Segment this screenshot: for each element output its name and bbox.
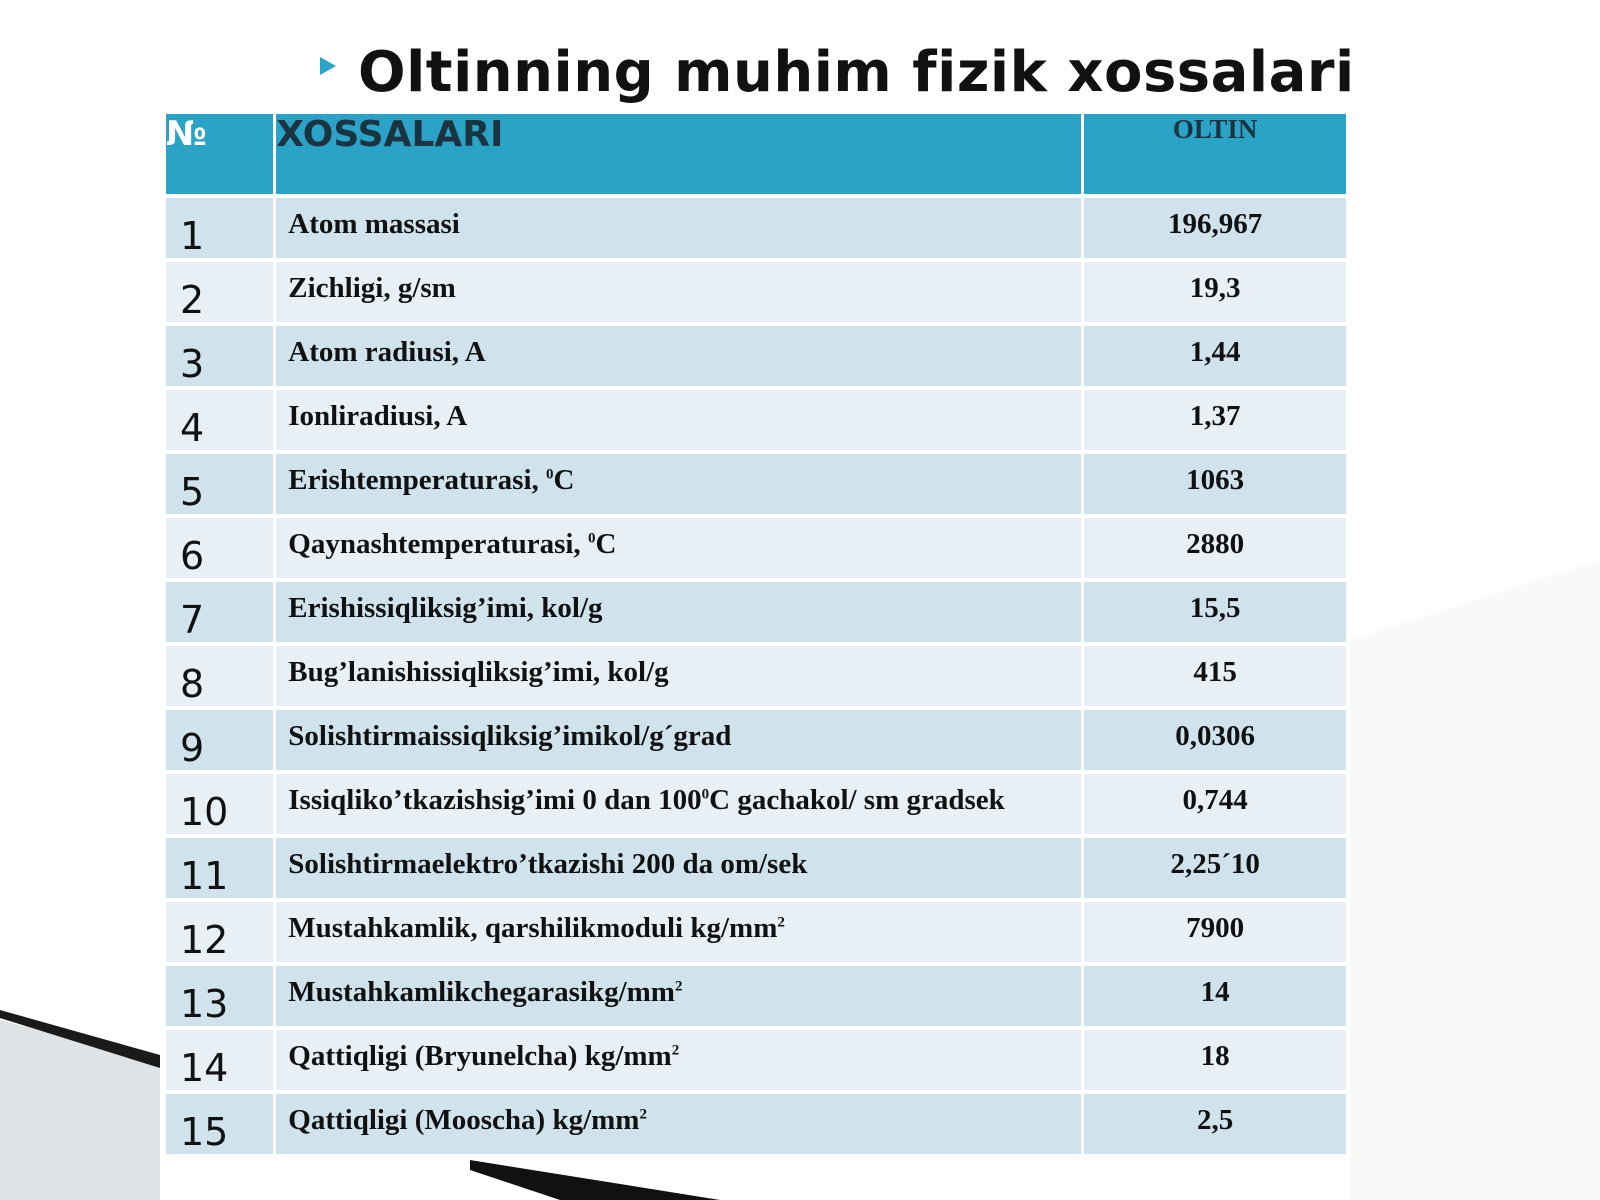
row-number: 5: [165, 452, 275, 516]
row-property: [275, 900, 1083, 964]
row-value: 0,744: [1083, 772, 1348, 836]
property-text: Atom massasi: [288, 208, 460, 240]
row-value: 196,967: [1083, 196, 1348, 260]
property-text: Solishtirmaelektro’tkazishi 200 da om/sek: [288, 848, 808, 880]
row-property: [275, 388, 1083, 452]
row-number: 12: [165, 900, 275, 964]
table-row: [165, 388, 1348, 452]
row-value: 1,37: [1083, 388, 1348, 452]
bullet-arrow-icon: [320, 57, 336, 75]
row-property: [275, 580, 1083, 644]
row-property: [275, 1028, 1083, 1092]
property-superscript: 2: [671, 1042, 680, 1059]
row-number: 8: [165, 644, 275, 708]
row-value: 18: [1083, 1028, 1348, 1092]
row-property: [275, 260, 1083, 324]
property-text: Qattiqligi (Mooscha) kg/mm: [288, 1104, 640, 1136]
title-text: Oltinning muhim fizik xossalari: [358, 39, 1355, 105]
row-number: 13: [165, 964, 275, 1028]
row-property: [275, 324, 1083, 388]
row-number: 11: [165, 836, 275, 900]
row-value: 14: [1083, 964, 1348, 1028]
row-value: 7900: [1083, 900, 1348, 964]
table-row: [165, 836, 1348, 900]
row-property: [275, 196, 1083, 260]
row-number: 6: [165, 516, 275, 580]
table-row: [165, 196, 1348, 260]
table-row: [165, 516, 1348, 580]
table-header-row: [165, 114, 1348, 196]
property-superscript: 2: [777, 914, 785, 931]
row-number: 9: [165, 708, 275, 772]
row-number: 4: [165, 388, 275, 452]
row-value: 15,5: [1083, 580, 1348, 644]
row-number: 3: [165, 324, 275, 388]
property-text: Ionliradiusi, A: [288, 400, 468, 432]
row-property: [275, 644, 1083, 708]
header-property: XOSSALARI: [275, 114, 1083, 196]
table-row: [165, 772, 1348, 836]
property-text: Mustahkamlik, qarshilikmoduli kg/mm: [288, 912, 778, 944]
row-number: 7: [165, 580, 275, 644]
row-property: [275, 1092, 1083, 1156]
row-value: 2,5: [1083, 1092, 1348, 1156]
property-text-tail: C: [595, 528, 617, 560]
gold-properties-table: [163, 114, 1349, 1158]
row-value: 415: [1083, 644, 1348, 708]
row-number: 14: [165, 1028, 275, 1092]
row-value: 2,25´10: [1083, 836, 1348, 900]
property-text: Solishtirmaissiqliksig’imikol/g´grad: [288, 720, 732, 752]
table-row: [165, 900, 1348, 964]
property-text: Bug’lanishissiqliksig’imi, kol/g: [288, 656, 669, 688]
property-text: Erishissiqliksig’imi, kol/g: [288, 592, 603, 624]
property-text: Mustahkamlikchegarasikg/mm: [288, 976, 675, 1008]
slide-title: [320, 32, 1355, 112]
property-superscript: 0: [546, 466, 554, 483]
table-row: [165, 452, 1348, 516]
table-row: [165, 1028, 1348, 1092]
property-text: Erishtemperaturasi,: [288, 464, 547, 496]
property-superscript: 2: [674, 978, 683, 995]
row-number: 1: [165, 196, 275, 260]
property-superscript: 0: [587, 530, 596, 547]
row-value: 1,44: [1083, 324, 1348, 388]
row-property: [275, 836, 1083, 900]
table-row: [165, 580, 1348, 644]
row-value: 1063: [1083, 452, 1348, 516]
row-property: [275, 452, 1083, 516]
table-row: [165, 644, 1348, 708]
header-number: №: [165, 114, 275, 196]
row-value: 19,3: [1083, 260, 1348, 324]
header-value: OLTIN: [1083, 114, 1348, 196]
row-property: [275, 964, 1083, 1028]
property-superscript: 0: [701, 786, 710, 803]
row-property: [275, 772, 1083, 836]
property-text: Zichligi, g/sm: [288, 272, 456, 304]
table-row: [165, 324, 1348, 388]
table-row: [165, 1092, 1348, 1156]
table-row: [165, 708, 1348, 772]
property-text-tail: C: [553, 464, 575, 496]
property-text: Qattiqligi (Bryunelcha) kg/mm: [288, 1040, 672, 1072]
property-text: Qaynashtemperaturasi,: [288, 528, 588, 560]
property-text-tail: C gachakol/ sm gradsek: [709, 784, 1005, 816]
row-property: [275, 708, 1083, 772]
row-value: 2880: [1083, 516, 1348, 580]
row-number: 15: [165, 1092, 275, 1156]
row-value: 0,0306: [1083, 708, 1348, 772]
table-row: [165, 964, 1348, 1028]
row-number: 2: [165, 260, 275, 324]
property-superscript: 2: [639, 1106, 647, 1123]
row-number: 10: [165, 772, 275, 836]
property-text: Issiqliko’tkazishsig’imi 0 dan 100: [288, 784, 702, 816]
row-property: [275, 516, 1083, 580]
table-row: [165, 260, 1348, 324]
property-text: Atom radiusi, A: [288, 336, 486, 368]
